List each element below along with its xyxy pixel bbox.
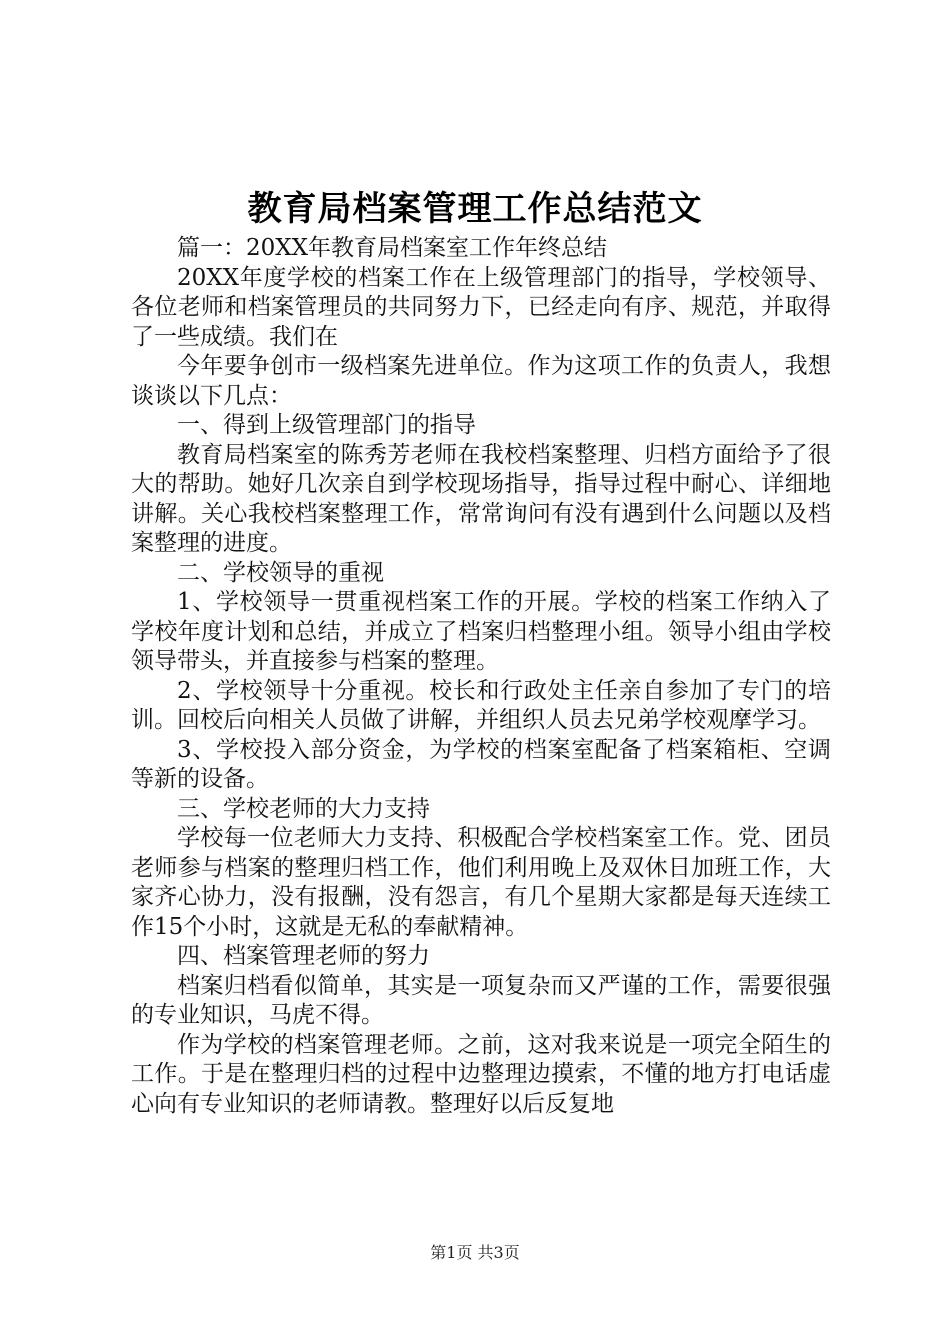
paragraph-leadership-1: 1、学校领导一贯重视档案工作的开展。学校的档案工作纳入了学校年度计划和总结，并成立了档案归档整理小组。领导小组由学校领导带头，并直接参与档案的整理。 xyxy=(131,589,831,674)
paragraph-intro: 20XX年度学校的档案工作在上级管理部门的指导，学校领导、各位老师和档案管理员的共同努力下，已经走向有序、规范，并取得了一些成绩。我们在 xyxy=(131,264,831,350)
document-body xyxy=(131,234,831,1119)
page-footer: 第1页 共3页 xyxy=(430,1243,520,1262)
paragraph-teacher-support: 学校每一位老师大力支持、积极配合学校档案室工作。党、团员老师参与档案的整理归档工作，他们利用晚上及双休日加班工作，大家齐心协力，没有报酬，没有怨言，有几个星期大家都是每天连续工作15个小时，这就是无私的奉献精神。 xyxy=(131,825,831,940)
paragraph-leadership-3: 3、学校投入部分资金，为学校的档案室配备了档案箱柜、空调等新的设备。 xyxy=(131,736,831,792)
paragraph-archivist-effort-2: 作为学校的档案管理老师。之前，这对我来说是一项完全陌生的工作。于是在整理归档的过程中边整理边摸索，不懂的地方打电话虚心向有专业知识的老师请教。整理好以后反复地 xyxy=(131,1031,831,1117)
heading-archivist-effort: 四、档案管理老师的努力 xyxy=(177,943,430,969)
heading-teacher-support: 三、学校老师的大力支持 xyxy=(177,795,430,822)
document-title: 教育局档案管理工作总结范文 xyxy=(247,189,703,229)
paragraph-goal: 今年要争创市一级档案先进单位。作为这项工作的负责人，我想谈谈以下几点： xyxy=(131,353,831,409)
heading-leadership: 二、学校领导的重视 xyxy=(177,559,384,586)
paragraph-leadership-2: 2、学校领导十分重视。校长和行政处主任亲自参加了专门的培训。回校后向相关人员做了讲解，并组织人员去兄弟学校观摩学习。 xyxy=(131,677,831,733)
heading-guidance: 一、得到上级管理部门的指导 xyxy=(177,412,476,438)
paragraph-archivist-effort-1: 档案归档看似简单，其实是一项复杂而又严谨的工作，需要很强的专业知识，马虎不得。 xyxy=(131,972,831,1028)
paragraph-guidance: 教育局档案室的陈秀芳老师在我校档案整理、归档方面给予了很大的帮助。她好几次亲自到学校现场指导，指导过程中耐心、详细地讲解。关心我校档案整理工作，常常询问有没有遇到什么问题以及档案整理的进度。 xyxy=(131,441,831,556)
paragraph-section-label: 篇一：20XX年教育局档案室工作年终总结 xyxy=(177,235,608,261)
